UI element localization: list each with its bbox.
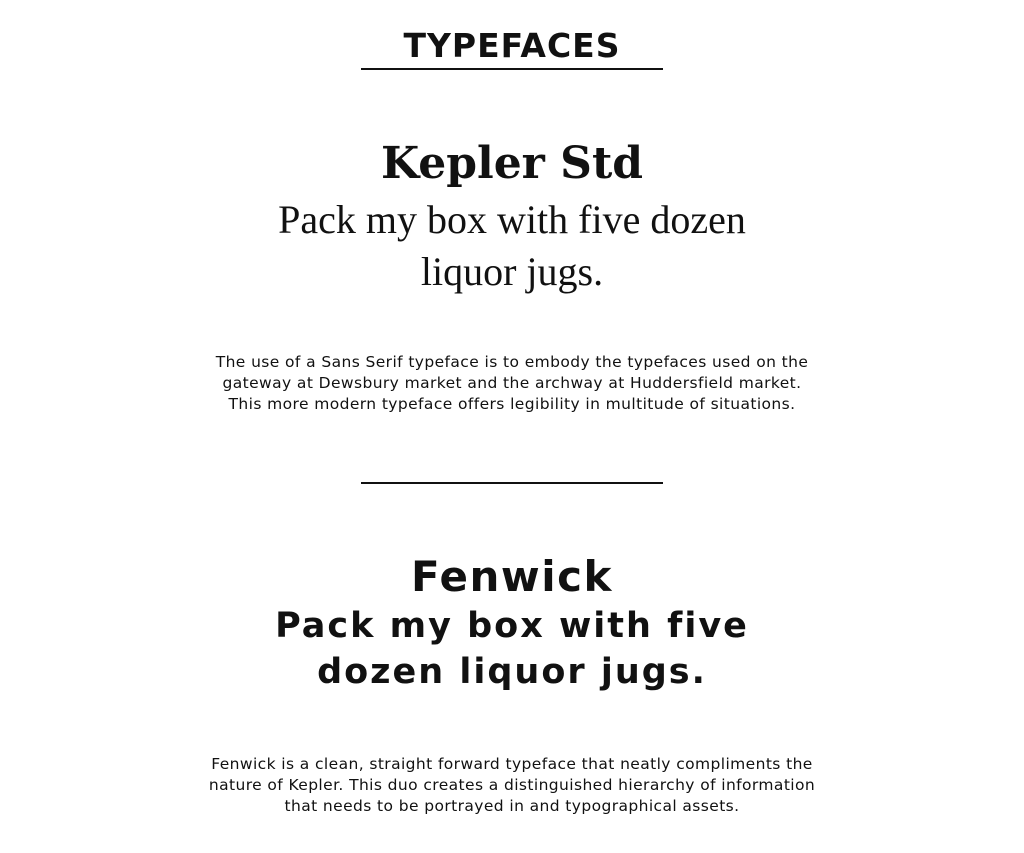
kepler-description-line: gateway at Dewsbury market and the archway at Huddersfield market. <box>222 374 802 392</box>
fenwick-sample-text: Pack my box with five dozen liquor jugs. <box>275 606 749 692</box>
heading-underline <box>361 68 663 70</box>
page-heading: TYPEFACES <box>403 26 621 65</box>
kepler-sample-text: Pack my box with five dozen liquor jugs. <box>278 197 746 294</box>
kepler-description-line: The use of a Sans Serif typeface is to embody the typefaces used on the <box>215 353 809 371</box>
kepler-description-line: This more modern typeface offers legibility in multitude of situations. <box>228 395 796 413</box>
kepler-typeface-name: Kepler Std <box>380 138 644 189</box>
fenwick-description-line: nature of Kepler. This duo creates a distinguished hierarchy of information <box>208 776 816 794</box>
fenwick-description <box>0 754 1024 817</box>
section-divider <box>361 482 663 484</box>
fenwick-description-line: Fenwick is a clean, straight forward typeface that neatly compliments the <box>211 755 813 773</box>
fenwick-description-line: that needs to be portrayed in and typographical assets. <box>284 797 740 815</box>
kepler-description <box>0 352 1024 415</box>
fenwick-typeface-name: Fenwick <box>411 552 613 601</box>
